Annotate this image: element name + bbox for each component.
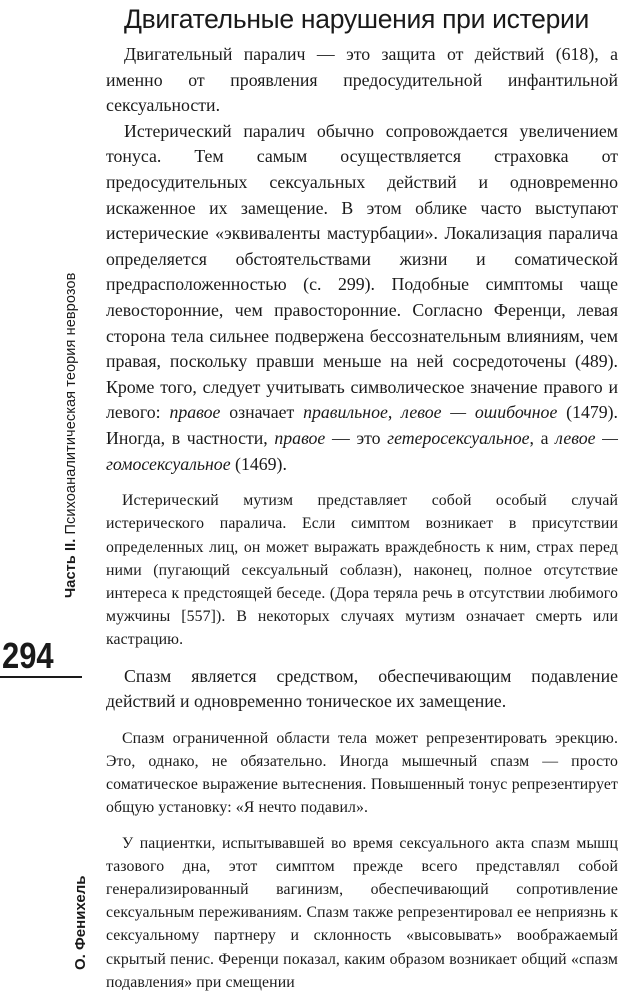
paragraph-2: Истерический паралич обычно сопровождается увеличением тонуса. Тем самым осуществляется страховка от предосудительных сексуальных действий и одновременно искаженное их замещение. В этом облике часто выступают истерические «эквиваленты мастурбации». Локализация паралича определяется обстоятельствами жизни и соматической предрасположенностью (с. 299). Подобные симптомы чаще левосторонние, чем правосторонние. Согласно Ференци, левая сторона тела сильнее подвержена бессознательным влияниям, чем правая, поскольку правши меньше на ней сосредоточены (489). Кроме того, следует учитывать символическое значение правого и левого: правое означает правильное, левое — ошибочное (1479). Иногда, в частности, правое — это гетеросексуальное, а левое — гомосексуальное (1469). [106,120,619,474]
part-label: Часть II. [63,538,79,598]
paragraph-4: Спазм является средством, обеспечивающим подавление действий и одновременно тоническое их замещение. [106,665,618,712]
running-head [63,273,79,598]
paragraph-3: Истерический мутизм представляет собой особый случай истерического паралича. Если симптом возникает в присутствии определенных лиц, он может выражать враждебность к ним, страх перед ними (пугающий сексуальный соблазн), наконец, полное отсутствие интереса к предстоящей беседе. (Дора теряла речь в отсутствии любимого мужчины [557]). В некоторых случаях мутизм означает смерть или кастрацию. [106,492,618,649]
author-name: О. Фенихель [72,875,89,970]
paragraph-6: У пациентки, испытывавшей во время сексуального акта спазм мышц тазового дна, этот симптом прежде всего представлял собой генерализированный вагинизм, обеспечивающий сопротивление сексуальным переживаниям. Спазм также репрезентировал ее неприязнь к сексуальному партнеру и склонность «высовывать» воображаемый скрытый пенис. Ференци показал, каким образом возникает общий «спазм подавления» при смещении [106,834,618,991]
part-title: Психоаналитическая теория неврозов [63,272,79,535]
sidebar [0,0,88,1001]
section-heading: Двигательные нарушения при истерии [124,4,590,34]
paragraph-1: Двигательный паралич — это защита от действий (618), а именно от проявления предосудительной инфантильной сексуальности. [106,44,618,116]
page-number: 294 [2,635,54,676]
paragraph-5: Спазм ограниченной области тела может репрезентировать эрекцию. Это, однако, не обязательно. Иногда мышечный спазм — просто соматическое выражение вытеснения. Повышенный тонус репрезентирует общую установку: «Я нечто подавил». [106,729,618,817]
page-number-rule [0,676,82,678]
page-content [106,0,618,994]
